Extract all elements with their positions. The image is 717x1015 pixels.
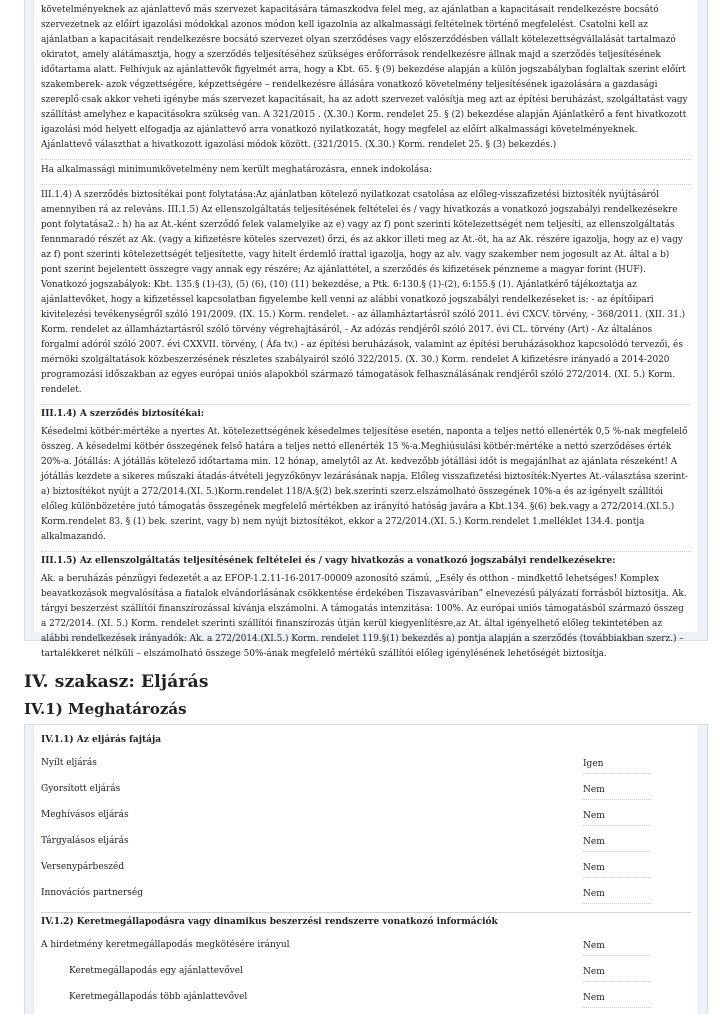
procedure-row xyxy=(41,800,691,826)
minimum-requirement-note: Ha alkalmassági minimumkövetelmény nem került meghatározásra, ennek indokolása: xyxy=(41,160,691,185)
section-iv-content xyxy=(33,725,699,1015)
procedure-label: Meghívásos eljárás xyxy=(41,810,129,820)
section-iii-content xyxy=(33,0,699,659)
section-iv-panel xyxy=(24,724,708,1014)
section-title: IV. szakasz: Eljárás xyxy=(24,672,209,692)
payment-conditions-heading: III.1.5) Az ellenszolgáltatás teljesítésének feltételei és / vagy hivatkozás a vonatkozó jogszabályi rendelkezésekre: xyxy=(41,556,616,566)
framework-label: Keretmegállapodás több ajánlattevővel xyxy=(69,992,248,1002)
continuation-paragraph: III.1.4) A szerződés biztosítékai pont folytatása:Az ajánlatban kötelező nyilatkozat csatolása az előleg-visszafizetési biztosíték nyújtásáról amennyiben rá az releváns. III.1.5) Az ellenszolgáltatás teljesítésének feltételei és / vagy hivatkozás a vonatkozó jogszabályi rendelkezésekre pont folytatása2.: h) ha az At.-ként szerződő felek valamelyike az e) vagy az f) pont szerinti kötelezettségét nem teljesíti, az ellenszolgáltatás fennmaradó részét az Ak. (vagy a kifizetésre köteles szervezet) őrzi, és az akkor illeti meg az At.-öt, ha az Ak. részére igazolja, hogy az e) vagy az f) pont szerinti kötelezettségét teljesítette, vagy hitelt érdemlő írattal igazolja, hogy az alv. vagy szakember nem jogosult az At. által a b) pont szerint bejelentett összegre vagy annak egy részére; Az ajánlattétel, a szerződés és kifizetések pénzneme a magyar forint (HUF). Vonatkozó jogszabályok: Kbt. 135.§ (1)-(3), (5) (6), (10) (11) bekezdése, a Ptk. 6:130.§ (1)-(2), 6:155.§ (1). Ajánlatkérő tájékoztatja az ajánlattevőket, hogy a kifizetéssel kapcsolatban figyelembe kell venni az alábbi vonatkozó jogszabályi rendelkezéseket is: - az építőipari kivitelezési tevékenységről szóló 191/2009. (IX. 15.) Korm. rendelet. - az államháztartásról szóló 2011. évi CXCV. törvény, - 368/2011. (XII. 31.) Korm. rendelet az államháztartásról szóló törvény végrehajtásáról, - Az adózás rendjéről szóló 2017. évi CL. törvény (Art) - Az általános forgalmi adóról szóló 2007. évi CXXVII. törvény, ( Áfa tv.) - az építési beruházások, valamint az építési beruházásokhoz kapcsolódó tervezői, és mérnöki szolgáltatások közbeszerzésének részletes szabályairól szóló 322/2015. (X. 30.) Korm. rendelet A kifizetésre irányadó a 2014-2020 programozási időszakban az egyes európai uniós alapokból származó támogatások felhasználásának rendjéről szóló 272/2014. (XI. 5.) Korm. rendelet. xyxy=(41,185,691,405)
procedure-row xyxy=(41,774,691,800)
procedure-label: Innovációs partnerség xyxy=(41,888,144,898)
framework-label: A hirdetmény keretmegállapodás megkötésére irányul xyxy=(41,940,290,950)
framework-row xyxy=(41,930,691,956)
procedure-value: Nem xyxy=(583,863,651,878)
procedure-row xyxy=(41,852,691,878)
framework-row xyxy=(41,956,691,982)
framework-value: Nem xyxy=(583,941,651,956)
procedure-label: Gyorsított eljárás xyxy=(41,784,121,794)
procedure-row xyxy=(41,826,691,852)
guarantees-heading: III.1.4) A szerződés biztosítékai: xyxy=(41,409,205,419)
section-iii-panel xyxy=(24,0,708,659)
procedure-value: Nem xyxy=(583,837,651,852)
framework-value: Nem xyxy=(583,967,651,982)
procedure-label: Versenypárbeszéd xyxy=(41,862,125,872)
framework-value: Nem xyxy=(583,993,651,1008)
procedure-label: Nyílt eljárás xyxy=(41,758,97,768)
procedure-value: Igen xyxy=(583,759,651,774)
framework-label: Keretmegállapodás egy ajánlattevővel xyxy=(69,966,243,976)
guarantees-text: Késedelmi kötbér:mértéke a nyertes At. kötelezettségének késedelmes teljesítése esetén, naponta a teljes nettó ellenérték 0,5 %-nak megfelelő összeg. A késedelmi kötbér összegének felső határa a teljes nettó ellenérték 15 %-a.Meghiúsulási kötbér:mértéke a nettó szerződéses érték 20%-a. Jótállás: A jótállás kötelező időtartama min. 12 hónap, amelytől az At. kedvezőbb jótállási időt is megajánlhat az ajánlata részeként! A jótállás kezdete a sikeres műszaki átadás-átvételi jegyzőkönyv lezárásának napja. Előleg visszafizetési biztosíték:Nyertes At.-választása szerint- a) biztosítékot nyújt a 272/2014.(XI. 5.)Korm.rendelet 118/A.§(2) bek.szerinti szerz.elszámolható összegének 10%-a és az igényelt szállítói előleg különbözetére jutó támogatás összegének megfelelő mértékben az irányító hatóság javára a Kbt.134. §(6) bek.vagy a 272/2014.(XI.5.) Korm.rendelet 83. § (1) bek. szerint, vagy b) nem nyújt biztosítékot, ekkor a 272/2014.(XI. 5.) Korm.rendelet 1.melléklet 134.4. pontja alkalmazandó. xyxy=(41,422,691,552)
procedure-label: Tárgyalásos eljárás xyxy=(41,836,129,846)
procedure-value: Nem xyxy=(583,785,651,800)
section-subtitle: IV.1) Meghatározás xyxy=(24,700,187,718)
procedure-value: Nem xyxy=(583,811,651,826)
framework-heading: IV.1.2) Keretmegállapodásra vagy dinamikus beszerzési rendszerre vonatkozó információk xyxy=(41,917,498,927)
procedure-type-heading: IV.1.1) Az eljárás fajtája xyxy=(41,735,162,745)
procedure-row xyxy=(41,878,691,904)
payment-conditions-text: Ak. a beruházás pénzügyi fedezetét a az EFOP-1.2.11-16-2017-00009 azonosító számú, „Esély és otthon - mindkettő lehetséges! Komplex beavatkozások megvalósítása a fiatalok elvándorlásának csökkentése érdekében Tiszavasváriban” elnevezésű pályázati forrásból biztosítja. Ak. tárgyi beszerzést szállítói finanszírozással kívánja elszámolni. A támogatás intenzitása: 100%. Az európai uniós támogatásból származó összeg a 272/2014. (XI. 5.) Korm. rendelet szerinti szállítói finanszírozás útján kerül kiegyenlítésre,az At. által igényelhető előleg tekintetében az alábbi rendelkezések irányadók: Ak. a 272/2014.(XI.5.) Korm. rendelet 119.§(1) bekezdés a) pontja alapján a szerződés (továbbiakban szerz.) – tartalékkeret nélküli – elszámolható összege 50%-ának megfelelő mértékű szállítói előleg igénylésének lehetőségét biztosítja. xyxy=(41,574,687,659)
procedure-row xyxy=(41,748,691,774)
capacity-paragraph: követelményeknek az ajánlattevő más szervezet kapacitására támaszkodva felel meg, az ajánlatban a kapacitásait rendelkezésre bocsátó szervezetnek az előírt igazolási módokkal azonos módon kell igazolnia az alkalmassági feltételnek történő megfelelést. Csatolni kell az ajánlatban a kapacitásait rendelkezésre bocsátó szervezet olyan szerződéses vagy előszerződésben vállalt kötelezettségvállalását tartalmazó okiratot, amely alátámasztja, hogy a szerződés teljesítéséhez szükséges erőforrások rendelkezésre állnak majd a szerződés teljesítésének időtartama alatt. Felhívjuk az ajánlattevők figyelmét arra, hogy a Kbt. 65. § (9) bekezdése alapján a külön jogszabályban foglaltak szerint előírt szakemberek- azok végzettségére, képzettségére – rendelkezésre állására vonatkozó követelmény teljesítésének igazolására a gazdasági szereplő csak akkor veheti igénybe más szervezet kapacitásait, ha az adott szervezet valósítja meg azt az építési beruházást, szolgáltatást vagy szállítást amelyhez e kapacitásokra szükség van. A 321/2015 . (X.30.) Korm. rendelet 25. § (2) bekezdése alapján Ajánlatkérő a fent hivatkozott igazolási mód helyett elfogadja az ajánlattevő arra vonatkozó nyilatkozatát, hogy megfelel az előírt alkalmassági követelményeknek. Ajánlattevő választhat a hivatkozott igazolási módok között. (321/2015. (X.30.) Korm. rendelet 25. § (3) bekezdés.) xyxy=(41,0,691,160)
procedure-value: Nem xyxy=(583,889,651,904)
framework-row xyxy=(41,982,691,1008)
